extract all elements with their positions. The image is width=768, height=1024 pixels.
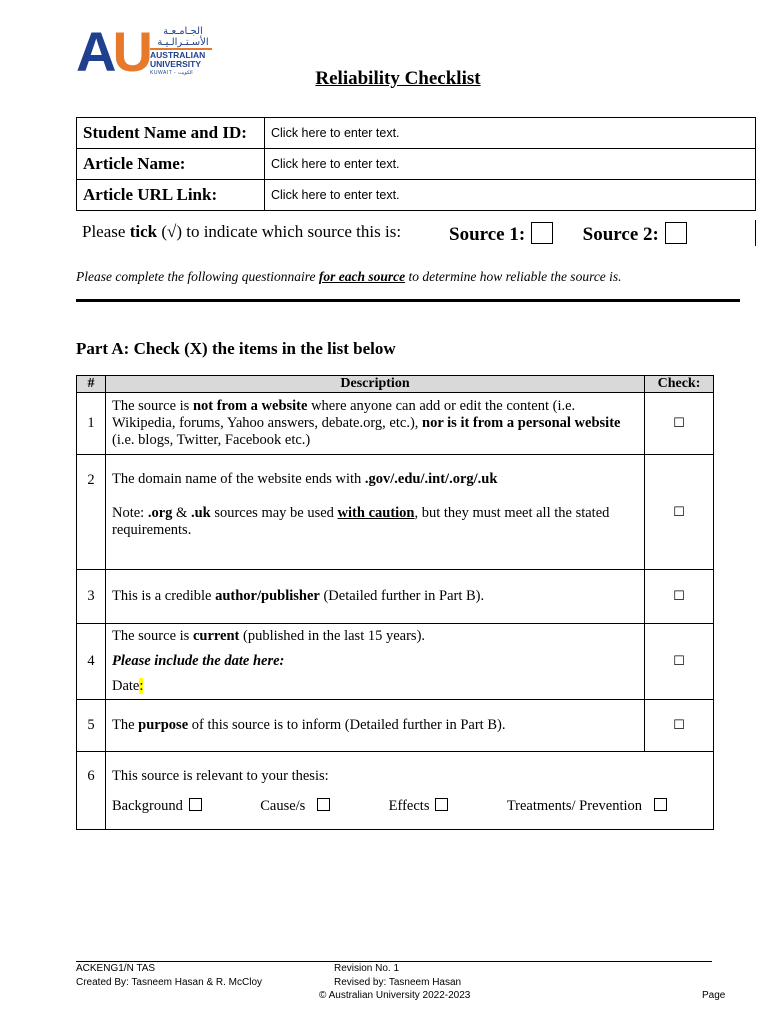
row-number: 4 — [77, 624, 106, 700]
row-description: The source is not from a website where anyone can add or edit the content (i.e. Wikipedia, forums, Yahoo answers, debate.org, etc.), nor is it from a personal website (i.e. blogs, Twitter, Facebook etc.) — [106, 393, 645, 455]
info-row-student — [77, 118, 756, 149]
footer-page: Page — [702, 990, 726, 1001]
row-checkbox[interactable]: ☐ — [645, 393, 714, 455]
page-title: Reliability Checklist — [315, 68, 481, 89]
row-description: The purpose of this source is to inform (Detailed further in Part B). — [106, 700, 645, 752]
background-checkbox[interactable] — [189, 798, 202, 811]
treatments-checkbox[interactable] — [654, 798, 667, 811]
section-divider — [76, 299, 740, 302]
footer-rule — [76, 961, 712, 962]
header-check: Check: — [645, 376, 714, 393]
row-checkbox[interactable]: ☐ — [645, 455, 714, 570]
questionnaire-instruction: Please complete the following questionnaire for each source to determine how reliable the source is. — [76, 269, 622, 284]
article-url-field[interactable]: Click here to enter text. — [265, 180, 756, 211]
source-selectors — [449, 222, 687, 246]
header-number: # — [77, 376, 106, 393]
margin-mark — [755, 220, 756, 246]
student-info-table — [76, 117, 756, 211]
table-header-row — [77, 376, 714, 393]
footer-code: ACKENG1/N TAS — [76, 963, 156, 974]
source-2-checkbox[interactable] — [665, 222, 687, 244]
source-2-label: Source 2: — [582, 224, 659, 245]
row-number: 5 — [77, 700, 106, 752]
table-row — [77, 624, 714, 700]
footer-revised-by: Revised by: Tasneem Hasan — [334, 977, 462, 988]
student-name-field[interactable]: Click here to enter text. — [265, 118, 756, 149]
effects-checkbox[interactable] — [435, 798, 448, 811]
table-row — [77, 700, 714, 752]
row-number: 2 — [77, 455, 106, 570]
logo-english-text: AUSTRALIAN UNIVERSITY — [150, 50, 206, 69]
table-row — [77, 752, 714, 830]
source-1-checkbox[interactable] — [531, 222, 553, 244]
info-row-url — [77, 180, 756, 211]
row-description: This source is relevant to your thesis: Background Cause/s Effects Treatments/ Prevention — [106, 752, 714, 830]
logo-arabic-text: الجـامـعـة الأسـتـرالـيـة — [157, 26, 209, 48]
date-field[interactable]: : — [139, 678, 144, 694]
table-row — [77, 570, 714, 624]
footer-revision: Revision No. 1 — [334, 963, 400, 974]
option-effects: Effects — [389, 798, 449, 815]
option-treatments: Treatments/ Prevention — [507, 798, 667, 815]
source-1-label: Source 1: — [449, 224, 526, 245]
footer-created-by: Created By: Tasneem Hasan & R. McCloy — [76, 977, 263, 988]
row-description: The source is current (published in the last 15 years). Please include the date here: Date: — [106, 624, 645, 700]
row-checkbox[interactable]: ☐ — [645, 570, 714, 624]
checklist-table — [76, 375, 714, 830]
part-a-heading: Part A: Check (X) the items in the list below — [76, 339, 396, 358]
article-name-label: Article Name: — [77, 149, 265, 180]
logo-location: KUWAIT - الكويت — [150, 70, 193, 76]
article-url-label: Article URL Link: — [77, 180, 265, 211]
info-row-article — [77, 149, 756, 180]
row-number: 6 — [77, 752, 106, 830]
row-checkbox[interactable]: ☐ — [645, 624, 714, 700]
source-tick-instruction: Please tick (√) to indicate which source this is: — [82, 222, 402, 241]
row-description: This is a credible author/publisher (Detailed further in Part B). — [106, 570, 645, 624]
row-checkbox[interactable]: ☐ — [645, 700, 714, 752]
causes-checkbox[interactable] — [317, 798, 330, 811]
table-row — [77, 455, 714, 570]
option-causes: Cause/s — [260, 798, 330, 815]
date-prompt: Please include the date here: — [112, 653, 285, 669]
article-name-field[interactable]: Click here to enter text. — [265, 149, 756, 180]
row-number: 1 — [77, 393, 106, 455]
table-row — [77, 393, 714, 455]
student-name-label: Student Name and ID: — [77, 118, 265, 149]
relevance-options — [112, 798, 707, 815]
logo-letters: AU — [76, 20, 149, 83]
header-description: Description — [106, 376, 645, 393]
footer-copyright: © Australian University 2022-2023 — [319, 990, 471, 1001]
row-number: 3 — [77, 570, 106, 624]
option-background: Background — [112, 798, 202, 815]
row-description: The domain name of the website ends with .gov/.edu/.int/.org/.uk Note: .org & .uk sources may be used with caution, but they must meet all the stated requirements. — [106, 455, 645, 570]
